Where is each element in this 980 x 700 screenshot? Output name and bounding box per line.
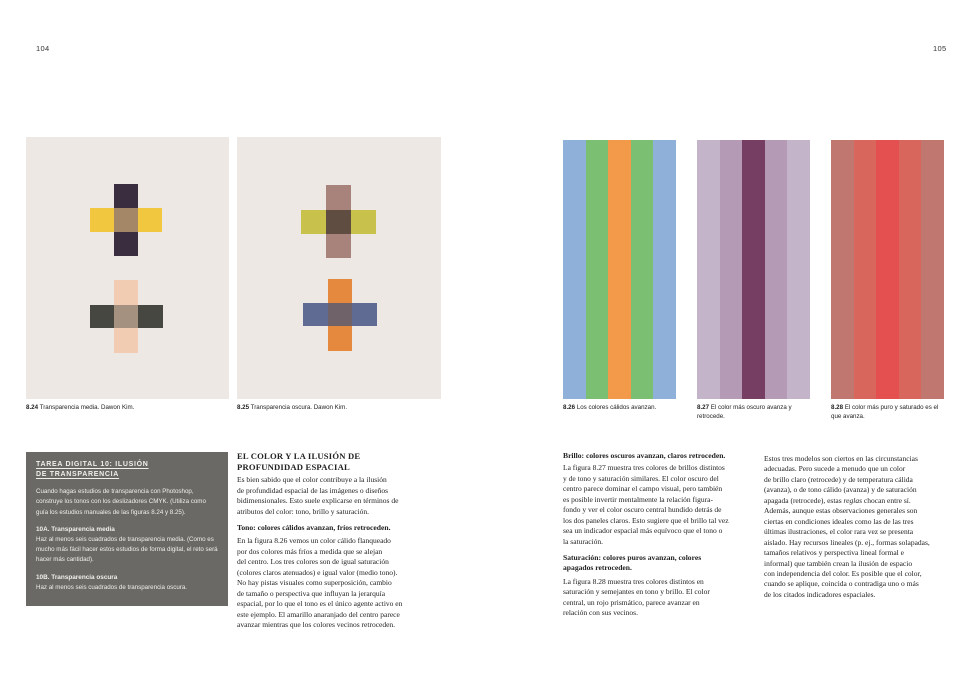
- text-line: Estos tres modelos son ciertos en las circunstancias: [764, 454, 918, 463]
- color-stripe: [608, 140, 631, 399]
- text-line: de brillo claro (retrocede) y de temperatura cálida: [764, 474, 913, 484]
- text-line: bidimensionales. Esto suele explicarse en términos de: [237, 496, 399, 506]
- figure-number: 8.26: [563, 404, 576, 411]
- figure-8-25-caption: [237, 404, 441, 413]
- text-line: de los citados indicadores espaciales.: [764, 589, 876, 599]
- text-line: últimas ilustraciones, el color rara vez se presenta: [764, 527, 914, 537]
- text-line: La figura 8.27 muestra tres colores de brillos distintos: [563, 463, 725, 473]
- text-line: apagada (retrocede), estas reglas chocan entre sí.: [764, 495, 911, 505]
- subheading-saturacion: Saturación: colores puros avanzan, colores apagados retroceden.: [563, 553, 702, 573]
- text-line: Además, aunque estas observaciones generales son: [764, 506, 918, 516]
- text-line: es posible invertir mentalmente la relación figura-: [563, 494, 713, 504]
- text-line: sea un indicador espacial más equívoco que el tono o: [563, 526, 723, 536]
- text-line: de tamaño o perspectiva que influyan la jerarquía: [237, 588, 386, 598]
- color-stripe: [563, 140, 586, 399]
- assignment-10a-title: 10A. Transparencia media: [36, 525, 115, 533]
- color-stripe: [854, 140, 877, 399]
- text-line: En la figura 8.26 vemos un color cálido flanqueado: [237, 536, 391, 546]
- text-line: (avanza), o de tono cálido (avanza) y de saturación: [764, 485, 917, 495]
- text-line: la saturación.: [563, 536, 603, 546]
- paragraph: [563, 577, 753, 619]
- text-line: relación con sus vecinos.: [563, 608, 638, 618]
- figure-number: 8.28: [831, 404, 844, 411]
- caption-text: El color más puro y saturado es el que avanza.: [831, 404, 939, 420]
- figure-8-26-image: [563, 140, 676, 399]
- text-line: fondo y ver el color oscuro central hundido detrás de: [563, 505, 722, 515]
- text-line: No hay pistas visuales como superposición, cambio: [237, 578, 392, 588]
- text-line: por dos colores más fríos a medida que se alejan: [237, 546, 383, 556]
- text-line: espacial, por lo que el tono es el único agente activo en: [237, 599, 403, 609]
- text-line: atributos del color: tono, brillo y saturación.: [237, 506, 370, 516]
- paragraph: [764, 454, 954, 600]
- text-line: (colores claros atenuados) e igual valor (medio tono).: [237, 567, 398, 577]
- text-line: con independencia del color. Es posible que el color,: [764, 568, 922, 578]
- paragraph: [237, 536, 437, 630]
- figure-8-24-caption: [26, 404, 229, 413]
- text-line: avanzar mientras que los colores vecinos retroceden.: [237, 620, 396, 630]
- caption-text: El color más oscuro avanza y retrocede.: [697, 404, 792, 420]
- text-line: y de tono y saturación similares. El color oscuro del: [563, 473, 719, 483]
- text-line: informal) que también crean la ilusión de espacio: [764, 558, 913, 568]
- paragraph: [237, 475, 437, 517]
- text-line: La figura 8.28 muestra tres colores distintos en: [563, 576, 704, 586]
- text-line: ciertas en condiciones ideales como las de las tres: [764, 516, 914, 526]
- color-stripe: [586, 140, 609, 399]
- figure-8-28-image: [831, 140, 944, 399]
- text-line: centro parece dominar el campo visual, pero también: [563, 484, 723, 494]
- assignment-10a-text: Haz al menos seis cuadrados de transparencia media. (Como es mucho más fácil hacer estos estudios de forma digital, el reto será hacer más cantidad).: [36, 535, 218, 564]
- text-line: Es bien sabido que el color contribuye a la ilusión: [237, 475, 387, 485]
- subheading-brillo: Brillo: colores oscuros avanzan, claros retroceden.: [563, 451, 726, 460]
- subheading-tono: Tono: colores cálidos avanzan, fríos retroceden.: [237, 523, 391, 532]
- text-line: tamaños relativos y perspectiva lineal formal e: [764, 548, 904, 558]
- page-number-right: 105: [933, 44, 947, 53]
- figure-number: 8.24: [26, 404, 39, 411]
- figure-8-27-caption: [697, 404, 815, 421]
- figure-number: 8.27: [697, 404, 710, 411]
- assignment-10b-title: 10B. Transparencia oscura: [36, 573, 118, 581]
- caption-text: Transparencia media. Dawon Kim.: [39, 404, 135, 411]
- figure-8-27-image: [697, 140, 810, 399]
- text-line: saturación y semejantes en tono y brillo. El color: [563, 587, 710, 597]
- color-stripe: [720, 140, 743, 399]
- color-stripe: [831, 140, 854, 399]
- text-line: central, un rojo prismático, parece avanzar en: [563, 597, 700, 607]
- paragraph: [563, 463, 753, 547]
- text-line: adecuadas. Pero sucede a menudo que un color: [764, 464, 906, 474]
- assignment-title: TAREA DIGITAL 10: ILUSIÓN DE TRANSPARENCIA: [36, 461, 149, 478]
- color-stripe: [921, 140, 944, 399]
- article-column-4: [764, 454, 954, 600]
- text-line: de profundidad espacial de las imágenes o diseños: [237, 485, 388, 495]
- article-column-3: [563, 451, 753, 619]
- color-stripe: [899, 140, 922, 399]
- text-line: del centro. Los tres colores son de igual saturación: [237, 557, 389, 567]
- section-heading: EL COLOR Y LA ILUSIÓN DE PROFUNDIDAD ESPACIAL: [237, 451, 361, 472]
- assignment-box: [26, 452, 228, 606]
- caption-text: Transparencia oscura. Dawon Kim.: [250, 404, 348, 411]
- figure-8-25-image: [237, 137, 441, 399]
- color-stripe: [876, 140, 899, 399]
- text-line: aislado. Hay recursos lineales (p. ej., formas solapadas,: [764, 537, 930, 547]
- color-stripe: [787, 140, 810, 399]
- color-stripe: [653, 140, 676, 399]
- color-stripe: [697, 140, 720, 399]
- article-column-2: [237, 451, 437, 630]
- caption-text: Los colores cálidos avanzan.: [576, 404, 657, 411]
- text-line: los dos paneles claros. Esto sugiere que el brillo tal vez: [563, 515, 729, 525]
- assignment-intro: Cuando hagas estudios de transparencia con Photoshop, construye los tonos con los deslizadores CMYK. (Utiliza como guía los estudios manuales de las figuras 8.24 y 8.25).: [36, 488, 206, 516]
- text-line: cuando se aplique, coincida o contradiga uno o más: [764, 579, 919, 589]
- page-number-left: 104: [36, 44, 50, 53]
- figure-number: 8.25: [237, 404, 250, 411]
- figure-8-24-image: [26, 137, 229, 399]
- color-stripe: [631, 140, 654, 399]
- figure-8-26-caption: [563, 404, 688, 413]
- assignment-10b-text: Haz al menos seis cuadrados de transparencia oscura.: [36, 583, 187, 591]
- color-stripe: [742, 140, 765, 399]
- figure-8-28-caption: [831, 404, 949, 421]
- text-line: este ejemplo. El amarillo anaranjado del centro parece: [237, 609, 400, 619]
- color-stripe: [765, 140, 788, 399]
